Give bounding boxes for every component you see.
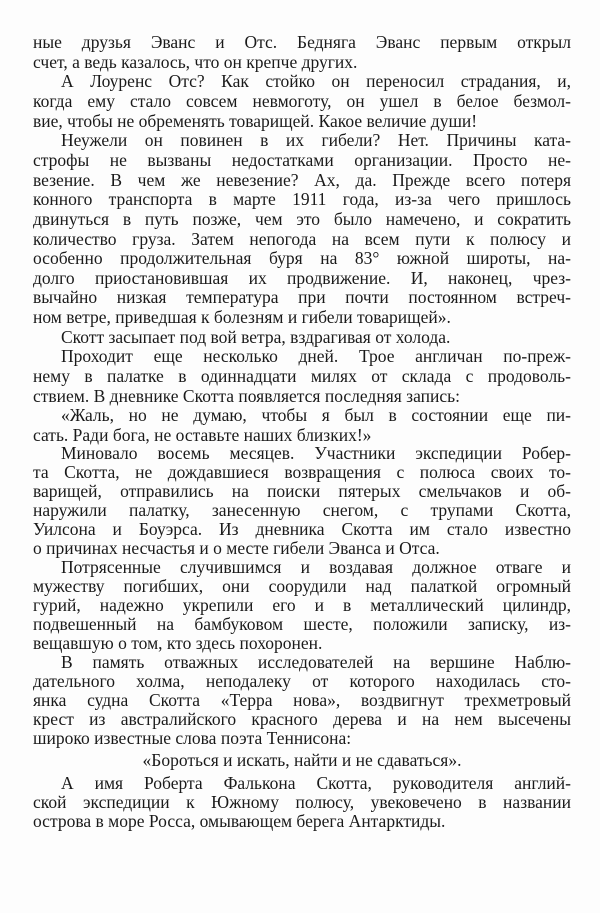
text-line: нему в палатке в одиннадцати милях от склада с продоволь- (33, 366, 571, 387)
text-line: строфы не вызваны недостатками организации. Просто не- (33, 149, 571, 170)
text-line: наружили палатку, занесенную снегом, с трупами Скотта, (33, 500, 571, 520)
text-line: конного транспорта в марте 1911 года, из-за чего пришлось (33, 189, 571, 210)
text-line: когда ему стало совсем невмоготу, он ушел в белое безмол- (33, 90, 571, 111)
text-line: Неужели он повинен в их гибели? Нет. Причины ката- (61, 130, 571, 151)
text-line: подвешенный на бамбуковом шесте, положили записку, из- (33, 614, 571, 634)
text-line: долго приостановившая их продвижение. И, наконец, чрез- (33, 267, 571, 288)
text-line: о причинах несчастья и о месте гибели Эванса и Отса. (33, 538, 440, 558)
text-line: вие, чтобы не обременять товарищей. Какое величие души! (33, 110, 478, 131)
text-line: Миновало восемь месяцев. Участники экспедиции Робер- (61, 443, 571, 463)
text-line: «Жаль, но не думаю, чтобы я был в состоянии еще пи- (61, 405, 571, 426)
text-line: особенно продолжительная буря на 83° южной широты, на- (33, 248, 571, 269)
text-line: Уилсона и Боуэрса. Из дневника Скотта им стало известно (33, 519, 571, 539)
text-line: варищей, отправились на поиски пятерых смельчаков и об- (33, 481, 571, 501)
text-line: количество груза. Затем непогода на всем пути к полюсу и (33, 228, 571, 249)
text-line: острова в море Росса, омывающем берега Антарктиды. (33, 811, 446, 831)
epigraph-quote: «Бороться и искать, найти и не сдаваться». (142, 750, 462, 770)
text-line: широко известные слова поэта Теннисона: (33, 728, 352, 748)
text-line: ном ветре, приведшая к болезням и гибели товарищей». (33, 307, 451, 328)
text-line: В память отважных исследователей на вершине Наблю- (61, 652, 571, 672)
text-line: ской экспедиции к Южному полюсу, увековечено в названии (33, 792, 571, 812)
text-line: везение. В чем же невезение? Ах, да. Прежде всего потеря (33, 169, 571, 190)
text-line: вещавшую о том, кто здесь похоронен. (33, 633, 323, 653)
text-line: Потрясенные случившимся и воздавая должное отваге и (61, 557, 571, 577)
text-line: счет, а ведь казалось, что он крепче других. (33, 51, 358, 72)
text-line: А Лоуренс Отс? Как стойко он переносил страдания, и, (61, 71, 571, 92)
text-line: Скотт засыпает под вой ветра, вздрагивая от холода. (61, 326, 451, 347)
text-line: янка судна Скотта «Терра нова», воздвигнут трехметровый (33, 690, 571, 710)
text-line: сать. Ради бога, не оставьте наших близких!» (33, 425, 372, 445)
text-line: дательного холма, неподалеку от которого находилась сто- (33, 671, 571, 691)
text-line: А имя Роберта Фалькона Скотта, руководителя англий- (61, 773, 571, 793)
text-line: гурий, надежно укрепили его и в металлический цилиндр, (33, 595, 571, 615)
text-line: мужеству погибших, они соорудили над палаткой огромный (33, 576, 571, 596)
text-line: ные друзья Эванс и Отс. Бедняга Эванс первым открыл (33, 32, 571, 52)
text-line: ствием. В дневнике Скотта появляется последняя запись: (33, 385, 460, 406)
text-line: вычайно низкая температура при почти постоянном встреч- (33, 287, 571, 308)
text-line: крест из австралийского красного дерева и на нем высечены (33, 709, 571, 729)
text-line: Проходит еще несколько дней. Трое англичан по-преж- (61, 346, 571, 367)
text-line: двинуться в путь позже, чем это было намечено, и сократить (33, 208, 571, 229)
text-line: та Скотта, не дождавшиеся возвращения с полюса своих то- (33, 462, 571, 482)
